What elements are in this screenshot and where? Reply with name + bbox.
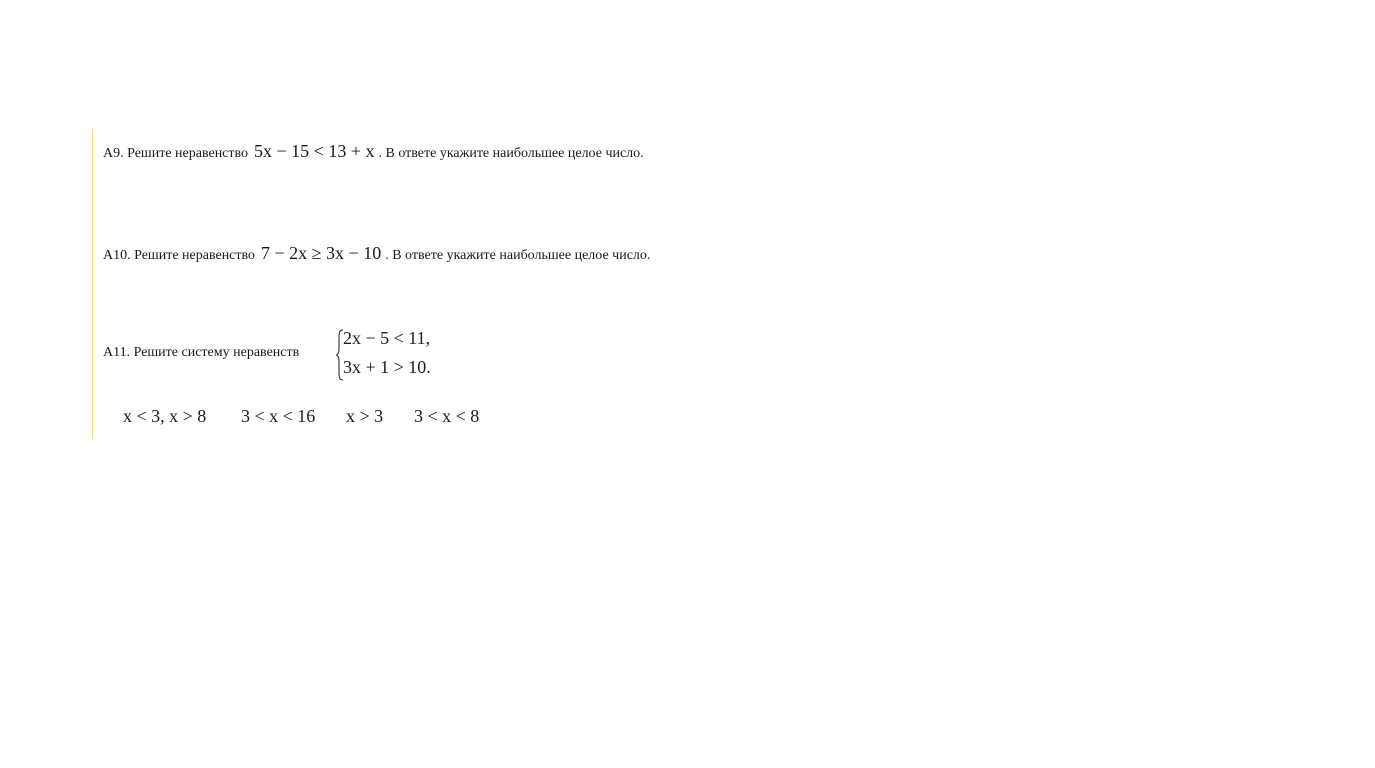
margin-line — [92, 129, 93, 439]
task-a9-tail: . В ответе укажите наибольшее целое число. — [378, 146, 644, 161]
system-line-2: 3x + 1 > 10. — [343, 357, 431, 377]
task-a9-label: А9. Решите неравенство — [103, 146, 249, 161]
task-a10-label: А10. Решите неравенство — [103, 248, 256, 263]
system-line-1: 2x − 5 < 11, — [343, 328, 431, 348]
task-a9 — [103, 142, 644, 161]
task-a11-label: А11. Решите систему неравенств — [103, 345, 300, 360]
answer-option-2: 3 < x < 16 — [241, 406, 316, 426]
task-a10-formula: 7 − 2x ≥ 3x − 10 — [261, 243, 382, 263]
task-a10-tail: . В ответе укажите наибольшее целое число. — [385, 248, 651, 263]
answer-option-3: x > 3 — [346, 406, 384, 426]
task-a9-formula: 5x − 15 < 13 + x — [254, 141, 375, 161]
answer-option-4: 3 < x < 8 — [414, 406, 480, 426]
answer-options — [0, 406, 1375, 430]
inequality-system — [336, 329, 446, 381]
task-a10 — [103, 244, 650, 263]
answer-option-1: x < 3, x > 8 — [123, 406, 207, 426]
